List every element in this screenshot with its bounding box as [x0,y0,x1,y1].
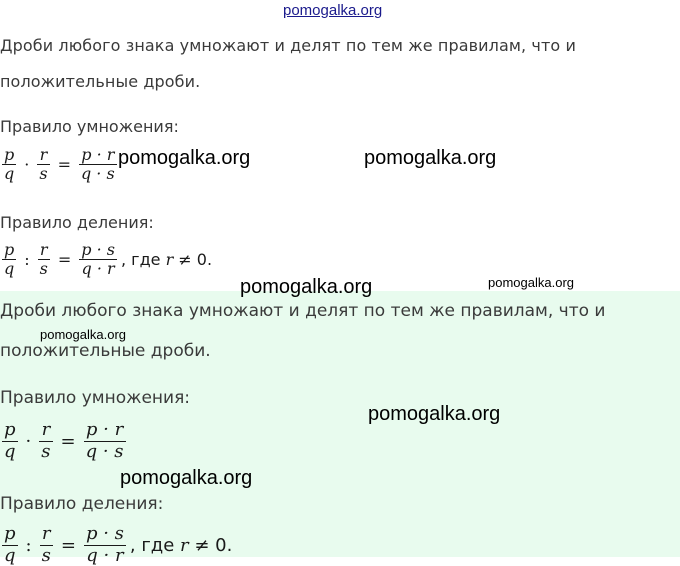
watermark: pomogalka.org [364,147,497,169]
watermark: pomogalka.org [240,276,373,298]
multiplication-rule-label: Правило умножения: [0,117,179,136]
division-rule-label-repeat: Правило деления: [0,494,164,514]
division-formula-repeat [0,524,232,566]
operator: · [24,155,30,175]
intro-paragraph-line1: Дроби любого знака умножают и делят по тем же правилам, что и [0,36,576,55]
multiplication-formula-repeat [0,420,128,462]
fraction-p-over-q: $\frac{p}{q}$ [4,145,15,184]
division-condition: , где r ≠ 0. [120,250,213,270]
equals-sign: = [60,430,76,452]
fraction-result: $\frac{p \cdot r}{q \cdot s}$ [85,419,124,462]
intro-paragraph-line2-repeat: положительные дроби. [0,341,211,361]
fraction-result: $\frac{p \cdot r}{q \cdot s}$ [80,145,115,184]
equals-sign: = [57,250,72,270]
division-condition: , где r ≠ 0. [129,534,233,556]
watermark: pomogalka.org [488,275,574,290]
intro-paragraph-line2: положительные дроби. [0,72,201,91]
top-site-link[interactable]: pomogalka.org [283,2,383,19]
fraction-result: $\frac{p \cdot s}{q \cdot r}$ [81,240,115,279]
operator: : [25,534,32,556]
fraction-r-over-s: $\frac{r}{s}$ [39,145,48,184]
equals-sign: = [60,534,76,556]
equals-sign: = [57,155,71,175]
watermark: pomogalka.org [120,467,253,489]
fraction-p-over-q: $\frac{p}{q}$ [4,523,16,566]
multiplication-formula [0,146,119,184]
fraction-r-over-s: $\frac{r}{s}$ [41,419,51,462]
multiplication-rule-label-repeat: Правило умножения: [0,388,191,408]
fraction-r-over-s: $\frac{r}{s}$ [39,240,48,279]
operator: : [24,250,30,270]
operator: · [25,430,32,452]
fraction-p-over-q: $\frac{p}{q}$ [4,240,15,279]
division-formula [0,241,212,279]
fraction-r-over-s: $\frac{r}{s}$ [41,523,51,566]
watermark: pomogalka.org [368,403,501,425]
fraction-result: $\frac{p \cdot s}{q \cdot r}$ [85,523,124,566]
watermark: pomogalka.org [118,147,251,169]
intro-paragraph-line1-repeat: Дроби любого знака умножают и делят по тем же правилам, что и [0,301,606,321]
watermark: pomogalka.org [40,327,126,342]
division-rule-label: Правило деления: [0,213,154,232]
fraction-p-over-q: $\frac{p}{q}$ [4,419,16,462]
